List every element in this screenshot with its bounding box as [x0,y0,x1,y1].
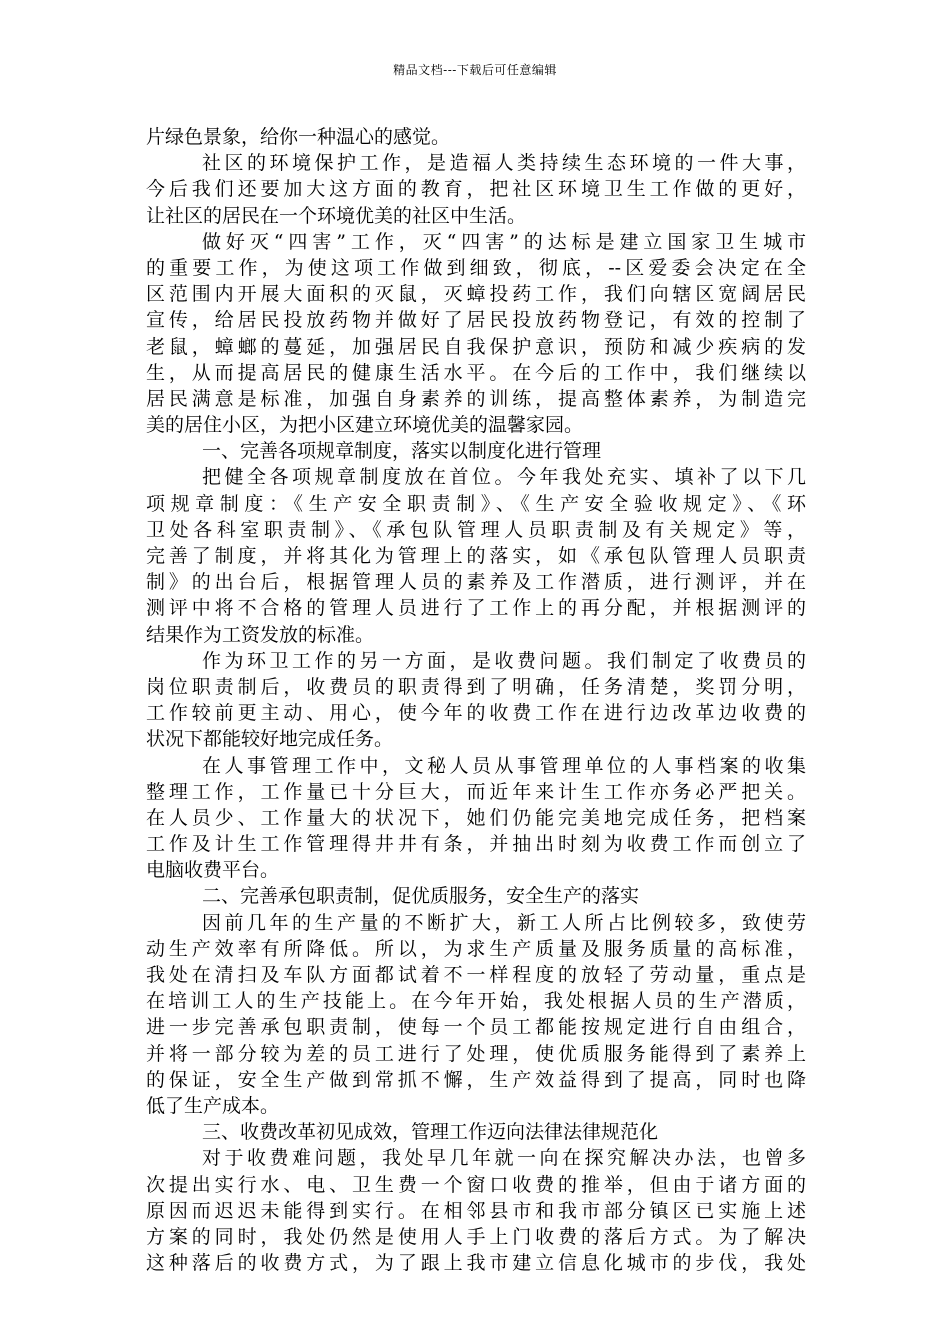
text-line: 进一步完善承包职责制，使每一个员工都能按规定进行自由组合， [146,1016,806,1039]
text-line: 岗位职责制后，收费员的职责得到了明确，任务清楚，奖罚分明， [146,675,806,698]
text-line: 老鼠，蟑螂的蔓延，加强居民自我保护意识，预防和减少疾病的发 [146,335,806,358]
text-line: 次提出实行水、电、卫生费一个窗口收费的推举，但由于诸方面的 [146,1173,806,1196]
page-header: 精品文档---下载后可任意编辑 [393,63,557,77]
text-line: 工作及计生工作管理得井井有条，并抽出时刻为收费工作而创立了 [146,833,806,856]
text-line: 方案的同时，我处仍然是使用人手上门收费的落后方式。为了解决 [146,1225,806,1248]
text-line: 工作较前更主动、用心，使今年的收费工作在进行边改革边收费的 [146,702,806,725]
text-line: 一、完善各项规章制度，落实以制度化进行管理 [202,440,602,463]
text-line: 的重要工作，为使这项工作做到细致，彻底，--区爱委会决定在全 [146,256,806,279]
text-line: 我处在清扫及车队方面都试着不一样程度的放轻了劳动量，重点是 [146,964,806,986]
text-line: 在培训工人的生产技能上。在今年开始，我处根据人员的生产潜质， [146,990,806,1013]
text-line: 在人事管理工作中，文秘人员从事管理单位的人事档案的收集 [202,754,806,777]
text-line: 片绿色景象，给你一种温心的感觉。 [146,126,451,148]
text-line: 状况下都能较好地完成任务。 [146,728,394,751]
text-line: 社区的环境保护工作，是造福人类持续生态环境的一件大事， [202,152,806,175]
text-line: 生，从而提高居民的健康生活水平。在今后的工作中，我们继续以 [146,361,806,384]
text-line: 对于收费难问题，我处早几年就一向在探究解决办法，也曾多 [202,1147,806,1170]
document-body [146,124,806,1276]
text-line: 做好灭“四害”工作，灭“四害”的达标是建立国家卫生城市 [202,230,806,253]
text-line: 电脑收费平台。 [146,859,280,882]
text-line: 整理工作，工作量已十分巨大，而近年来计生工作亦务必严把关。 [146,780,806,803]
text-line: 制》的出台后，根据管理人员的素养及工作潜质，进行测评，并在 [146,571,806,594]
text-line: 在人员少、工作量大的状况下，她们仍能完美地完成任务，把档案 [146,806,806,829]
text-line: 原因而迟迟未能得到实行。在相邻县市和我市部分镇区已实施上述 [146,1199,806,1222]
text-line: 宣传，给居民投放药物并做好了居民投放药物登记，有效的控制了 [146,309,806,332]
text-line: 区范围内开展大面积的灭鼠，灭蟑投药工作，我们向辖区宽阔居民 [146,283,806,306]
text-line: 三、收费改革初见成效，管理工作迈向法律法律规范化 [202,1121,659,1144]
text-line: 结果作为工资发放的标准。 [146,623,375,646]
text-line: 完善了制度，并将其化为管理上的落实，如《承包队管理人员职责 [146,545,806,567]
text-line: 项规章制度：《生产安全职责制》、《生产安全验收规定》、《环 [146,492,806,515]
text-line: 低了生产成本。 [146,1094,280,1117]
text-line: 二、完善承包职责制，促优质服务，安全生产的落实 [202,885,640,908]
text-line: 这种落后的收费方式，为了跟上我市建立信息化城市的步伐，我处 [146,1252,806,1275]
text-line: 把健全各项规章制度放在首位。今年我处充实、填补了以下几 [202,466,806,489]
text-line: 让社区的居民在一个环境优美的社区中生活。 [146,204,527,227]
text-line: 测评中将不合格的管理人员进行了工作上的再分配，并根据测评的 [146,597,806,620]
text-line: 居民满意是标准，加强自身素养的训练，提高整体素养，为制造完 [146,387,806,410]
text-line: 因前几年的生产量的不断扩大，新工人所占比例较多，致使劳 [202,911,806,934]
text-line: 美的居住小区，为把小区建立环境优美的温馨家园。 [146,414,584,437]
text-line: 并将一部分较为差的员工进行了处理，使优质服务能得到了素养上 [146,1042,806,1065]
text-line: 作为环卫工作的另一方面，是收费问题。我们制定了收费员的 [202,649,806,672]
text-line: 的保证，安全生产做到常抓不懈，生产效益得到了提高，同时也降 [146,1068,806,1091]
text-line: 动生产效率有所降低。所以，为求生产质量及服务质量的高标准， [146,937,806,960]
text-line: 卫处各科室职责制》、《承包队管理人员职责制及有关规定》等， [146,518,806,541]
text-line: 今后我们还要加大这方面的教育，把社区环境卫生工作做的更好， [146,178,806,201]
